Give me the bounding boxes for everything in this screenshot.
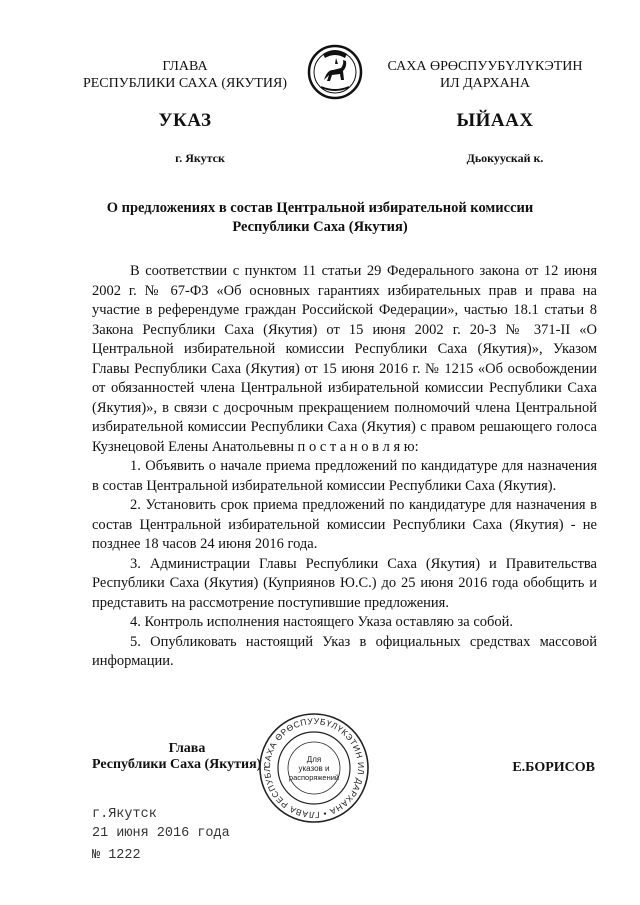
footer-city: г.Якутск <box>92 807 157 822</box>
signatory-title <box>92 741 282 773</box>
city-right: Дьокуускай к. <box>466 151 544 165</box>
seal-center-line1: Для <box>306 755 322 764</box>
issuer-right-line1: САХА ӨРӨСПУУБҮЛҮКЭТИН <box>387 59 583 74</box>
coat-of-arms-icon <box>307 40 363 104</box>
seal-center-line2: указов и <box>298 764 330 773</box>
intro-paragraph: В соответствии с пунктом 11 статьи 29 Федерального закона от 12 июня 2002 г. № 67-ФЗ «Об основных гарантиях избирательных прав и права на участие в референдуме граждан Российской Федерации», частью 18.1 статьи 8 Закона Республики Саха (Якутия) от 15 июня 2002 г. 20-З № 371-II «О Центральной избирательной комиссии Республики Саха (Якутия)», Указом Главы Республики Саха (Якутия) от 15 июня 2016 г. № 1215 «Об освобождении от обязанностей члена Центральной избирательной комиссии Республики Саха (Якутия)», в связи с досрочным прекращением полномочий члена Центральной избирательной комиссии Республики Саха (Якутия) с правом решающего голоса Кузнецовой Елены Анатольевны п о с т а н о в л я ю: <box>92 263 597 455</box>
issuer-left-line2: РЕСПУБЛИКИ САХА (ЯКУТИЯ) <box>82 76 288 91</box>
title-right: ЫЙААХ <box>456 110 534 131</box>
signatory-line1: Глава <box>168 741 206 756</box>
city-left: г. Якутск <box>175 151 225 165</box>
signatory-name: Е.БОРИСОВ <box>512 760 595 775</box>
issuer-right <box>370 58 600 92</box>
official-seal <box>258 712 370 824</box>
issuer-left <box>60 58 310 92</box>
title-left: УКАЗ <box>158 110 212 131</box>
subject-line2: Республики Саха (Якутия) <box>232 219 408 235</box>
clause-4: 4. Контроль исполнения настоящего Указа оставляю за собой. <box>130 614 514 630</box>
issuer-right-line2: ИЛ ДАРХАНА <box>439 76 530 91</box>
document-subject <box>60 199 580 237</box>
signatory-line2: Республики Саха (Якутия) <box>92 757 262 772</box>
footer-number: № 1222 <box>92 848 141 863</box>
clause-5: 5. Опубликовать настоящий Указ в официальных средствах массовой информации. <box>92 633 597 669</box>
subject-line1: О предложениях в состав Центральной избирательной комиссии <box>106 200 534 216</box>
clause-1: 1. Объявить о начале приема предложений по кандидатуре для назначения в состав Центральной избирательной комиссии Республики Саха (Якутия). <box>92 458 597 494</box>
issuer-left-line1: ГЛАВА <box>162 59 208 74</box>
footer-date: 21 июня 2016 года <box>92 826 230 841</box>
clause-3: 3. Администрации Главы Республики Саха (Якутия) и Правительства Республики Саха (Якутия) (Куприянов Ю.С.) до 25 июня 2016 года обобщить и представить на рассмотрение поступившие предложения. <box>92 555 597 611</box>
document-body <box>92 262 597 672</box>
seal-center-line3: распоряжений <box>288 773 340 782</box>
seal-ring-text: САХА ӨРӨСПУУБҮЛҮКЭТИН ИЛ ДАРХАНА • ГЛАВА РЕСПУБЛ <box>261 715 367 821</box>
clause-2: 2. Установить срок приема предложений по кандидатуре для назначения в состав Центральной избирательной комиссии Республики Саха (Якутия) - не позднее 18 часов 24 июня 2016 года. <box>92 497 597 552</box>
